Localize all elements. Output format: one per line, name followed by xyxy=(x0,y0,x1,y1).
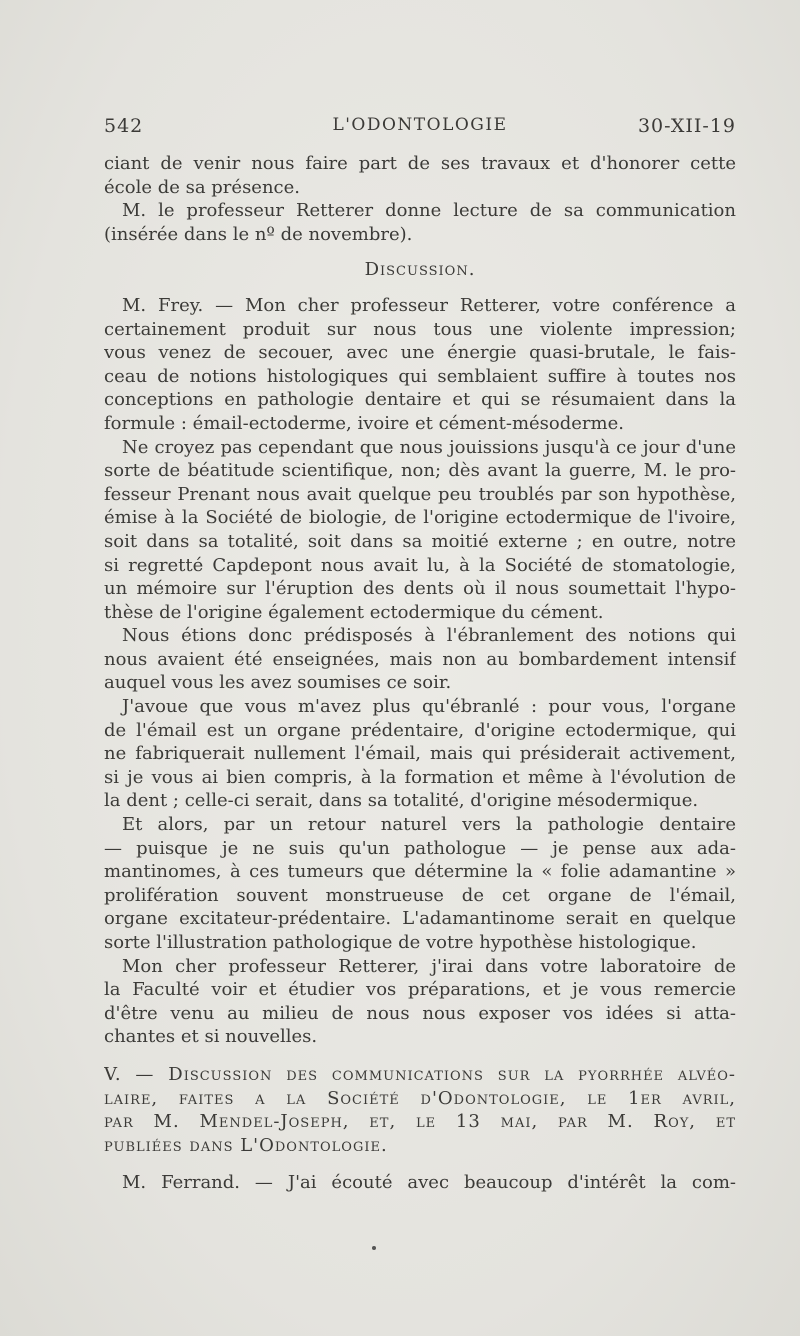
issue-date: 30-XII-19 xyxy=(637,115,736,137)
text-line: si regretté Capdepont nous avait lu, à la Société de stomatologie, xyxy=(104,554,736,576)
section-title-line: publiées dans L'Odontologie. xyxy=(104,1134,388,1156)
text-line: Nous étions donc prédisposés à l'ébranlement des notions qui xyxy=(122,625,736,647)
text-line: nous avaient été enseignées, mais non au bombardement intensif xyxy=(104,648,736,670)
section-title-line: par M. Mendel-Joseph, et, le 13 mai, par M. Roy, et xyxy=(104,1111,736,1133)
text-line: M. Ferrand. — J'ai écouté avec beaucoup d'intérêt la com- xyxy=(122,1172,736,1194)
text-line: Ne croyez pas cependant que nous jouissions jusqu'à ce jour d'une xyxy=(122,436,736,458)
text-line: J'avoue que vous m'avez plus qu'ébranlé : pour vous, l'organe xyxy=(122,696,736,718)
text-line: sorte de béatitude scientifique, non; dès avant la guerre, M. le pro- xyxy=(104,460,736,482)
text-line: M. le professeur Retterer donne lecture de sa communication xyxy=(122,200,736,222)
text-line: la dent ; celle-ci serait, dans sa totalité, d'origine mésodermique. xyxy=(104,790,699,812)
text-line: la Faculté voir et étudier vos préparations, et je vous remercie xyxy=(104,979,736,1001)
text-line: formule : émail-ectoderme, ivoire et cément-mésoderme. xyxy=(104,412,624,434)
section-title-line: V. — Discussion des communications sur la pyorrhée alvéo- xyxy=(104,1063,736,1085)
text-line: ne fabriquerait nullement l'émail, mais qui présiderait activement, xyxy=(104,743,736,765)
text-line: organe excitateur-prédentaire. L'adamantinome serait en quelque xyxy=(104,908,736,930)
text-line: chantes et si nouvelles. xyxy=(104,1026,318,1048)
text-line: conceptions en pathologie dentaire et qui se résumaient dans la xyxy=(104,389,736,411)
text-line: fesseur Prenant nous avait quelque peu troublés par son hypothèse, xyxy=(104,483,736,505)
text-line: un mémoire sur l'éruption des dents où il nous soumettait l'hypo- xyxy=(104,578,736,600)
text-line: ciant de venir nous faire part de ses travaux et d'honorer cette xyxy=(104,153,736,174)
text-line: thèse de l'origine également ectodermique du cément. xyxy=(104,601,604,623)
ink-speck xyxy=(372,1246,376,1250)
text-line: (insérée dans le nº de novembre). xyxy=(104,223,413,245)
running-header xyxy=(104,115,736,143)
text-line: d'être venu au milieu de nous nous exposer vos idées si atta- xyxy=(104,1002,736,1024)
text-line: M. Frey. — Mon cher professeur Retterer, votre conférence a xyxy=(122,294,736,316)
text-line: vous venez de secouer, avec une énergie quasi-brutale, le fais- xyxy=(104,342,736,364)
text-line: sorte l'illustration pathologique de votre hypothèse histologique. xyxy=(104,932,697,953)
text-line: Mon cher professeur Retterer, j'irai dans votre laboratoire de xyxy=(122,955,736,977)
journal-title: L'ODONTOLOGIE xyxy=(332,115,508,135)
text-line: — puisque je ne suis qu'un pathologue — je pense aux ada- xyxy=(104,837,736,859)
text-line: Et alors, par un retour naturel vers la pathologie dentaire xyxy=(122,814,736,836)
text-line: école de sa présence. xyxy=(104,176,301,198)
text-line: de l'émail est un organe prédentaire, d'origine ectodermique, qui xyxy=(104,719,736,741)
text-line: émise à la Société de biologie, de l'origine ectodermique de l'ivoire, xyxy=(104,507,736,529)
text-line: mantinomes, à ces tumeurs que détermine la « folie adamantine » xyxy=(104,861,736,883)
text-line: ceau de notions histologiques qui semblaient suffire à toutes nos xyxy=(104,365,736,387)
text-line: auquel vous les avez soumises ce soir. xyxy=(104,672,452,694)
text-line: si je vous ai bien compris, à la formation et même à l'évolution de xyxy=(104,766,736,788)
text-line: prolifération souvent monstrueuse de cet organe de l'émail, xyxy=(104,884,736,906)
text-line: soit dans sa totalité, soit dans sa moitié externe ; en outre, notre xyxy=(104,530,736,552)
text-line: certainement produit sur nous tous une violente impression; xyxy=(104,318,736,340)
article-body xyxy=(104,152,736,1195)
section-heading: Discussion. xyxy=(364,259,476,281)
page-number: 542 xyxy=(104,115,144,137)
section-title-line: laire, faites a la Société d'Odontologie, le 1er avril, xyxy=(104,1087,736,1109)
